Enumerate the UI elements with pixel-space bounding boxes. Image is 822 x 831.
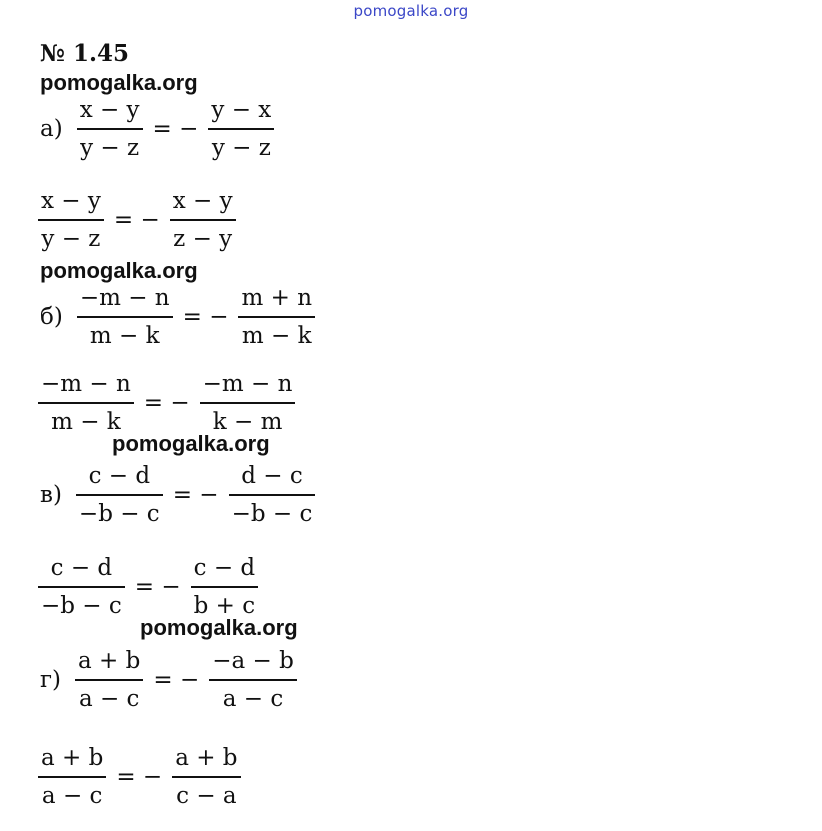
rhs-fraction [208, 92, 274, 166]
watermark-label: pomogalka.org [140, 615, 298, 640]
denominator: m − k [241, 322, 312, 349]
top-watermark: pomogalka.org [353, 2, 469, 20]
numerator: c − d [88, 463, 151, 489]
watermark-label: pomogalka.org [112, 431, 270, 456]
equals-minus: = − [182, 303, 229, 330]
numerator: y − x [211, 97, 272, 123]
part-label: а) [40, 115, 63, 142]
problem-number: № 1.45 [40, 40, 130, 67]
numerator: a + b [78, 648, 141, 674]
numerator: −a − b [212, 648, 294, 674]
denominator: a − c [78, 685, 140, 712]
numerator: d − c [241, 463, 303, 489]
equation-g-1 [40, 643, 299, 717]
numerator: −m − n [79, 285, 170, 311]
rhs-fraction [172, 740, 240, 814]
rhs-fraction [200, 366, 296, 440]
lhs-fraction [77, 280, 173, 354]
denominator: k − m [212, 408, 283, 435]
denominator: y − z [41, 225, 101, 252]
numerator: −m − n [41, 371, 131, 397]
equals-minus: = − [153, 666, 200, 693]
denominator: m − k [51, 408, 121, 435]
part-label: в) [40, 481, 62, 508]
equals-minus: = − [172, 481, 219, 508]
rhs-fraction [209, 643, 297, 717]
watermark-label: pomogalka.org [40, 258, 198, 283]
equation-v-2 [36, 550, 260, 624]
denominator: −b − c [78, 500, 160, 527]
denominator: −b − c [41, 592, 122, 619]
equation-g-2 [36, 740, 243, 814]
denominator: c − a [176, 782, 237, 809]
numerator: −m − n [202, 371, 293, 397]
numerator: x − y [172, 188, 233, 214]
lhs-fraction [38, 740, 106, 814]
denominator: a − c [222, 685, 284, 712]
part-label: б) [40, 303, 63, 330]
lhs-fraction [38, 366, 134, 440]
rhs-fraction [238, 280, 315, 354]
lhs-fraction [76, 458, 163, 532]
numerator: m + n [241, 285, 313, 311]
rhs-fraction [191, 550, 259, 624]
lhs-fraction [38, 183, 104, 257]
denominator: y − z [80, 134, 140, 161]
equals-minus: = − [134, 573, 181, 600]
lhs-fraction [38, 550, 125, 624]
equals-minus: = − [116, 763, 163, 790]
numerator: a + b [175, 745, 238, 771]
numerator: x − y [79, 97, 140, 123]
denominator: b + c [193, 592, 256, 619]
rhs-fraction [229, 458, 316, 532]
numerator: a + b [41, 745, 104, 771]
equation-a-2 [36, 183, 238, 257]
watermark-label: pomogalka.org [40, 70, 198, 95]
denominator: y − z [211, 134, 271, 161]
equation-b-1 [40, 280, 317, 354]
lhs-fraction [77, 92, 143, 166]
lhs-fraction [75, 643, 143, 717]
numerator: x − y [41, 188, 101, 214]
equation-b-2 [36, 366, 297, 440]
part-label: г) [40, 666, 62, 693]
denominator: −b − c [231, 500, 313, 527]
equals-minus: = − [143, 389, 190, 416]
numerator: c − d [50, 555, 113, 581]
denominator: m − k [89, 322, 160, 349]
equation-v-1 [40, 458, 317, 532]
denominator: z − y [173, 225, 233, 252]
numerator: c − d [193, 555, 256, 581]
equals-minus: = − [113, 206, 160, 233]
equation-a-1 [40, 92, 276, 166]
denominator: a − c [41, 782, 103, 809]
equals-minus: = − [152, 115, 199, 142]
rhs-fraction [170, 183, 236, 257]
